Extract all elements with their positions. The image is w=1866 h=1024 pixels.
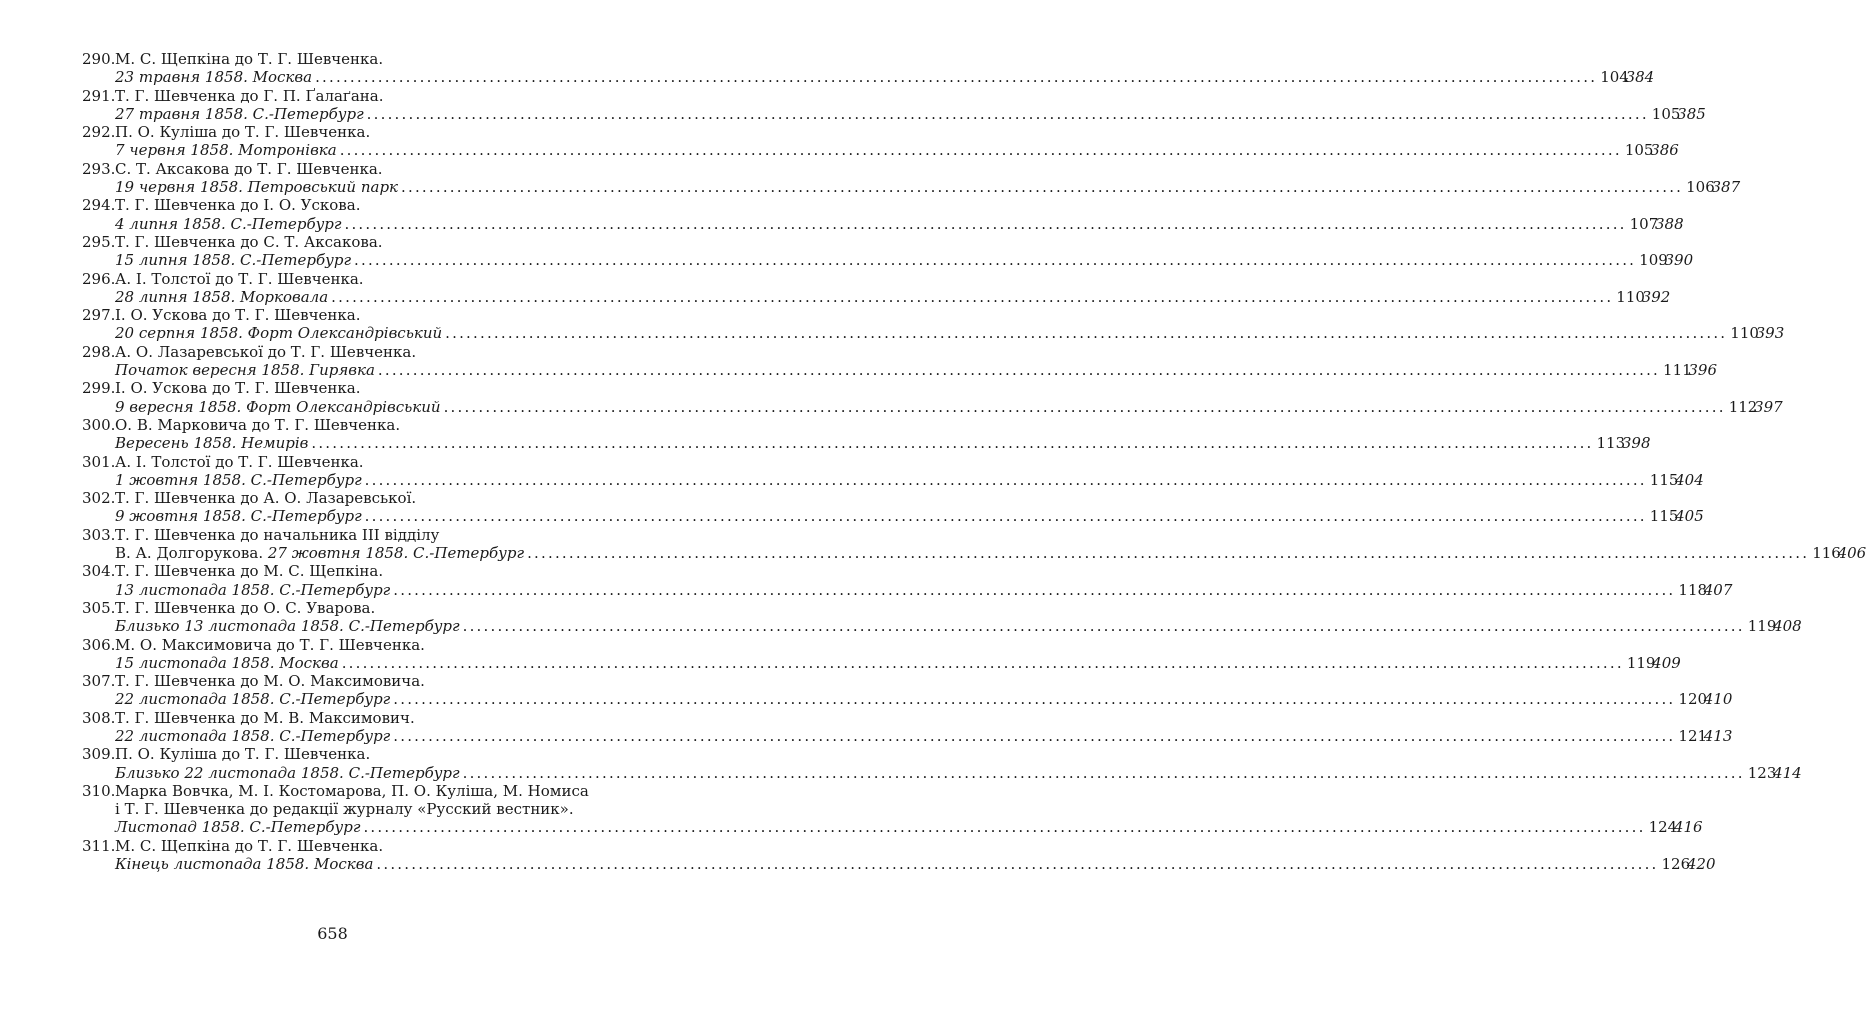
- entry-number: 311.: [82, 836, 116, 855]
- entry-date: 15 листопада 1858. Москва: [115, 653, 339, 672]
- dot-leader: [393, 727, 1675, 745]
- commentary-page: 405: [1675, 507, 1704, 526]
- toc-entry-308: [82, 708, 1733, 746]
- entry-number: 306.: [82, 635, 116, 654]
- toc-entry-307: [82, 672, 1733, 709]
- commentary-page: 385: [1677, 104, 1706, 123]
- dot-leader: [444, 398, 1726, 416]
- entry-title: Т. Г. Шевченка до І. О. Ускова.: [115, 196, 361, 215]
- entry-title: А. О. Лазаревської до Т. Г. Шевченка.: [115, 342, 417, 361]
- dot-leader: [340, 141, 1622, 159]
- dot-leader: [393, 690, 1675, 708]
- entry-date: Близько 22 листопада 1858. С.-Петербург: [115, 763, 460, 782]
- entry-number: 298.: [82, 342, 116, 361]
- volume-page: 124: [1648, 818, 1678, 837]
- volume-page: 115: [1649, 507, 1679, 526]
- entry-title: Т. Г. Шевченка до А. О. Лазаревської.: [115, 489, 417, 508]
- entry-title: М. С. Щепкіна до Т. Г. Шевченка.: [115, 50, 384, 68]
- toc-entry-302: [82, 489, 1704, 526]
- dot-leader: [463, 617, 1745, 635]
- commentary-page: 406: [1837, 544, 1866, 563]
- toc-entry-299: [82, 379, 1783, 416]
- dot-leader: [527, 544, 1809, 562]
- volume-page: 121: [1678, 726, 1708, 745]
- entry-number: 303.: [82, 525, 116, 544]
- volume-page: 105: [1651, 104, 1681, 123]
- commentary-page: 388: [1654, 214, 1684, 233]
- entry-title: Т. Г. Шевченка до Г. П. Ґалаґана.: [115, 86, 384, 105]
- entry-title: Т. Г. Шевченка до М. С. Щепкіна.: [115, 562, 384, 581]
- entry-date: 28 липня 1858. Морковала: [115, 287, 329, 306]
- dot-leader: [401, 178, 1683, 196]
- volume-page: 116: [1812, 544, 1841, 563]
- entry-number: 295.: [82, 232, 116, 251]
- entry-date: 13 листопада 1858. С.-Петербург: [115, 580, 391, 599]
- entry-number: 310.: [82, 781, 116, 800]
- entry-title: П. О. Куліша до Т. Г. Шевченка.: [115, 123, 371, 142]
- commentary-page: 393: [1755, 324, 1785, 343]
- entry-title: А. І. Толстої до Т. Г. Шевченка.: [115, 452, 364, 471]
- commentary-page: 396: [1688, 361, 1718, 380]
- entry-number: 293.: [82, 159, 116, 178]
- entry-title: М. О. Максимовича до Т. Г. Шевченка.: [115, 635, 425, 654]
- toc-entry-290: [82, 50, 1655, 87]
- entry-title: О. В. Марковича до Т. Г. Шевченка.: [115, 415, 401, 434]
- entry-number: 296.: [82, 269, 116, 288]
- toc-entry-291: [82, 86, 1706, 124]
- commentary-page: 414: [1773, 763, 1802, 782]
- entry-number: 290.: [82, 50, 116, 68]
- entry-number: 304.: [82, 562, 116, 581]
- volume-page: 126: [1661, 855, 1691, 874]
- commentary-page: 416: [1673, 818, 1703, 837]
- toc-entry-295: [82, 232, 1694, 270]
- entry-number: 309.: [82, 745, 116, 764]
- entry-date: 23 травня 1858. Москва: [115, 68, 313, 87]
- toc-entry-298: [82, 342, 1718, 380]
- dot-leader: [463, 764, 1745, 782]
- dot-leader: [378, 361, 1660, 379]
- volume-page: 113: [1596, 434, 1626, 453]
- toc-entry-305: [82, 598, 1802, 636]
- entry-date: 1 жовтня 1858. С.-Петербург: [115, 470, 362, 489]
- entry-title: І. О. Ускова до Т. Г. Шевченка.: [115, 379, 361, 398]
- volume-page: 112: [1728, 397, 1758, 416]
- dot-leader: [393, 581, 1675, 599]
- toc-entry-294: [82, 196, 1684, 233]
- toc-entry-309: [82, 745, 1802, 782]
- volume-page: 110: [1616, 287, 1645, 306]
- volume-page: 115: [1649, 470, 1679, 489]
- commentary-page: 387: [1711, 178, 1741, 197]
- entry-number: 292.: [82, 123, 116, 142]
- toc-entry-304: [82, 562, 1733, 599]
- dot-leader: [365, 471, 1647, 489]
- volume-page: 118: [1678, 580, 1708, 599]
- toc-entry-292: [82, 123, 1679, 160]
- volume-page: 111: [1663, 361, 1692, 380]
- dot-leader: [365, 507, 1647, 525]
- entry-date: 7 червня 1858. Мотронівка: [115, 141, 337, 160]
- entry-number: 294.: [82, 196, 116, 215]
- volume-page: 107: [1629, 214, 1659, 233]
- dot-leader: [311, 434, 1593, 452]
- volume-page: 110: [1730, 324, 1759, 343]
- entry-date: Близько 13 листопада 1858. С.-Петербург: [115, 617, 460, 636]
- entry-date: 27 жовтня 1858. С.-Петербург: [267, 544, 525, 563]
- entry-number: 308.: [82, 708, 116, 727]
- dot-leader: [354, 251, 1636, 269]
- toc-entry-296: [82, 269, 1671, 307]
- entry-title-continued: і Т. Г. Шевченка до редакції журналу «Русский вестник».: [115, 800, 574, 819]
- entry-title: С. Т. Аксакова до Т. Г. Шевченка.: [115, 159, 383, 178]
- dot-leader: [331, 288, 1613, 306]
- toc-entry-306: [82, 635, 1681, 673]
- commentary-page: 398: [1621, 434, 1651, 453]
- commentary-page: 410: [1703, 690, 1733, 709]
- toc-entry-297: [82, 306, 1785, 343]
- commentary-page: 392: [1641, 287, 1671, 306]
- entry-number: 305.: [82, 598, 116, 617]
- commentary-page: 397: [1754, 397, 1783, 416]
- table-of-contents: [82, 50, 1866, 874]
- entry-date: 27 травня 1858. С.-Петербург: [115, 104, 364, 123]
- entry-date: Кінець листопада 1858. Москва: [115, 855, 374, 874]
- dot-leader: [363, 818, 1645, 836]
- toc-entry-300: [82, 415, 1651, 453]
- entry-title: Марка Вовчка, М. І. Костомарова, П. О. Куліша, М. Номиса: [115, 781, 589, 800]
- commentary-page: 408: [1773, 617, 1802, 636]
- dot-leader: [445, 324, 1727, 342]
- volume-page: 106: [1686, 178, 1715, 197]
- toc-entry-310: [82, 781, 1703, 837]
- commentary-page: 390: [1664, 251, 1694, 270]
- entry-number: 301.: [82, 452, 116, 471]
- commentary-page: 407: [1703, 580, 1733, 599]
- entry-number: 300.: [82, 415, 116, 434]
- commentary-page: 404: [1675, 470, 1704, 489]
- toc-entry-301: [82, 452, 1704, 490]
- entry-date: 4 липня 1858. С.-Петербург: [115, 214, 342, 233]
- commentary-page: 420: [1686, 855, 1716, 874]
- volume-page: 119: [1747, 617, 1777, 636]
- entry-date: Листопад 1858. С.-Петербург: [115, 818, 361, 837]
- entry-number: 299.: [82, 379, 116, 398]
- entry-date: 19 червня 1858. Петровський парк: [115, 178, 399, 197]
- toc-entry-293: [82, 159, 1741, 197]
- entry-title: А. І. Толстої до Т. Г. Шевченка.: [115, 269, 364, 288]
- volume-page: 104: [1600, 68, 1629, 87]
- commentary-page: 409: [1652, 653, 1681, 672]
- entry-title: Т. Г. Шевченка до С. Т. Аксакова.: [115, 232, 383, 251]
- dot-leader: [315, 68, 1597, 86]
- entry-number: 307.: [82, 672, 116, 691]
- entry-number: 297.: [82, 306, 116, 325]
- commentary-page: 384: [1625, 68, 1655, 87]
- entry-title: П. О. Куліша до Т. Г. Шевченка.: [115, 745, 371, 764]
- entry-number: 291.: [82, 86, 116, 105]
- commentary-page: 413: [1703, 726, 1733, 745]
- volume-page: 120: [1678, 690, 1708, 709]
- volume-page: 105: [1624, 141, 1654, 160]
- entry-date: 20 серпня 1858. Форт Олександрівський: [115, 324, 443, 343]
- entry-title: М. С. Щепкіна до Т. Г. Шевченка.: [115, 836, 384, 855]
- volume-page: 123: [1747, 763, 1777, 782]
- entry-title: Т. Г. Шевченка до М. О. Максимовича.: [115, 672, 425, 691]
- entry-date: Початок вересня 1858. Гирявка: [115, 361, 375, 380]
- entry-title: Т. Г. Шевченка до О. С. Уварова.: [115, 598, 376, 617]
- entry-number: 302.: [82, 489, 116, 508]
- volume-page: 109: [1639, 251, 1668, 270]
- entry-title: І. О. Ускова до Т. Г. Шевченка.: [115, 306, 361, 325]
- entry-date: 15 липня 1858. С.-Петербург: [115, 251, 352, 270]
- entry-date: 9 жовтня 1858. С.-Петербург: [115, 507, 362, 526]
- toc-entry-303: [82, 525, 1866, 563]
- volume-page: 119: [1626, 653, 1656, 672]
- entry-date: 9 вересня 1858. Форт Олександрівський: [115, 397, 441, 416]
- entry-date: 22 листопада 1858. С.-Петербург: [115, 726, 391, 745]
- entry-date: Вересень 1858. Немирів: [115, 434, 309, 453]
- entry-title-continued: В. А. Долгорукова.: [115, 544, 264, 563]
- dot-leader: [345, 215, 1627, 233]
- entry-title: Т. Г. Шевченка до начальника III відділу: [115, 525, 440, 544]
- dot-leader: [376, 855, 1658, 873]
- toc-entry-311: [82, 836, 1716, 874]
- commentary-page: 386: [1650, 141, 1679, 160]
- entry-date: 22 листопада 1858. С.-Петербург: [115, 690, 391, 709]
- dot-leader: [367, 105, 1649, 123]
- dot-leader: [342, 654, 1624, 672]
- entry-title: Т. Г. Шевченка до М. В. Максимович.: [115, 708, 415, 727]
- page-number: 658: [317, 924, 348, 943]
